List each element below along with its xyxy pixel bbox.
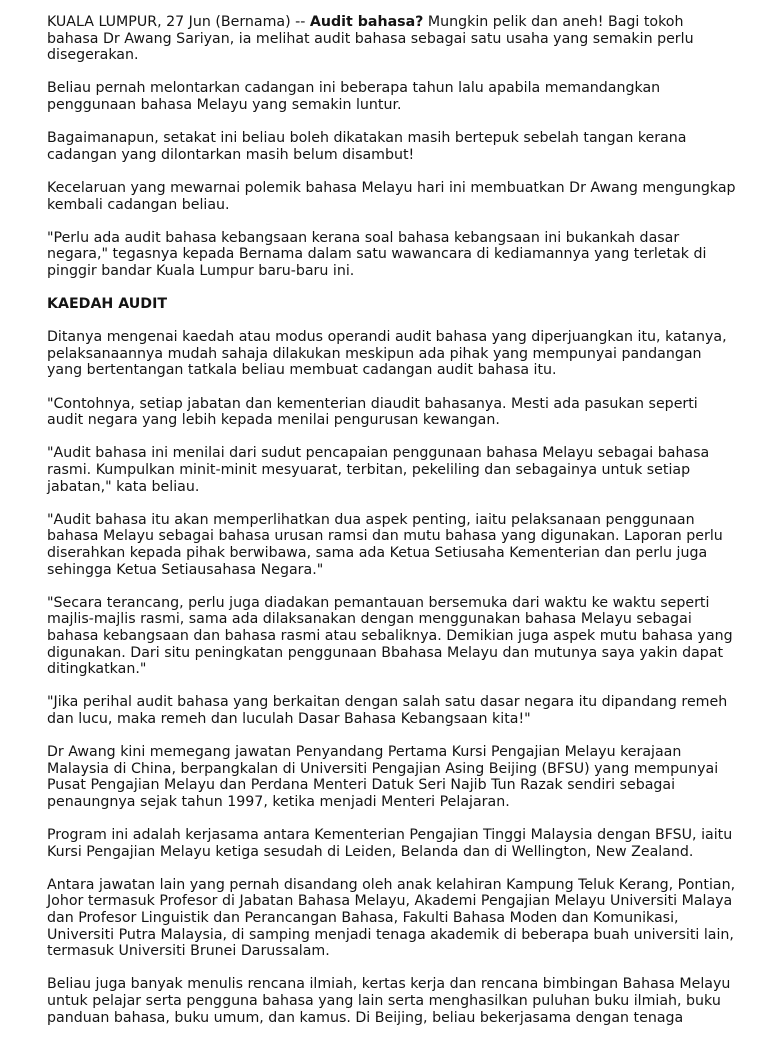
paragraph: Antara jawatan lain yang pernah disandang oleh anak kelahiran Kampung Teluk Kerang, Pontian, Johor termasuk Profesor di Jabatan Bahasa Melayu, Akademi Pengajian Melayu Universiti Malaya dan Profesor Linguistik dan Perancangan Bahasa, Fakulti Bahasa Moden dan Komunikasi, Universiti Putra Malaysia, di samping menjadi tenaga akademik di beberapa buah universiti lain, termasuk Universiti Brunei Darussalam. (47, 876, 736, 960)
paragraph: Bagaimanapun, setakat ini beliau boleh dikatakan masih bertepuk sebelah tangan kerana cadangan yang dilontarkan masih belum disambut! (47, 130, 687, 163)
paragraph: "Audit bahasa ini menilai dari sudut pencapaian penggunaan bahasa Melayu sebagai bahasa rasmi. Kumpulkan minit-minit mesyuarat, terbitan, pekeliling dan sebagainya untuk setiap jabatan," kata beliau. (47, 445, 710, 495)
paragraph: Ditanya mengenai kaedah atau modus operandi audit bahasa yang diperjuangkan itu, katanya, pelaksanaannya mudah sahaja dilakukan meskipun ada pihak yang mempunyai pandangan yang bertentangan tatkala beliau membuat cadangan audit bahasa itu. (47, 329, 727, 379)
intro-paragraph (47, 14, 737, 64)
paragraph: "Jika perihal audit bahasa yang berkaitan dengan salah satu dasar negara itu dipandang remeh dan lucu, maka remeh dan luculah Dasar Bahasa Kebangsaan kita!" (47, 694, 728, 727)
section-heading: KAEDAH AUDIT (47, 296, 168, 313)
dateline: KUALA LUMPUR, 27 Jun (Bernama) -- (47, 14, 310, 30)
paragraph: Kecelaruan yang mewarnai polemik bahasa Melayu hari ini membuatkan Dr Awang mengungkap kembali cadangan beliau. (47, 179, 736, 213)
paragraph: Dr Awang kini memegang jawatan Penyandang Pertama Kursi Pengajian Melayu kerajaan Malaysia di China, berpangkalan di Universiti Pengajian Asing Beijing (BFSU) yang mempunyai Pusat Pengajian Melayu dan Perdana Menteri Datuk Seri Najib Tun Razak sendiri sebagai penaungnya sejak tahun 1997, ketika menjadi Menteri Pelajaran. (47, 744, 719, 810)
paragraph: "Audit bahasa itu akan memperlihatkan dua aspek penting, iaitu pelaksanaan penggunaan bahasa Melayu sebagai bahasa urusan ramsi dan mutu bahasa yang digunakan. Laporan perlu diserahkan kepada pihak berwibawa, sama ada Ketua Setiusaha Kementerian dan perlu juga sehingga Ketua Setiausahasa Negara." (47, 511, 723, 578)
intro-text: Mungkin pelik dan aneh! Bagi tokoh bahasa Dr Awang Sariyan, ia melihat audit bahasa sebagai satu usaha yang semakin perlu disegerakan. (47, 14, 694, 64)
paragraph: Beliau juga banyak menulis rencana ilmiah, kertas kerja dan rencana bimbingan Bahasa Melayu untuk pelajar serta pengguna bahasa yang lain serta menghasilkan puluhan buku ilmiah, buku panduan bahasa, buku umum, dan kamus. Di Beijing, beliau bekerjasama dengan tenaga (47, 976, 731, 1026)
paragraph: "Perlu ada audit bahasa kebangsaan kerana soal bahasa kebangsaan ini bukankah dasar negara," tegasnya kepada Bernama dalam satu wawancara di kediamannya yang terletak di pinggir bandar Kuala Lumpur baru-baru ini. (47, 229, 707, 279)
paragraph: Program ini adalah kerjasama antara Kementerian Pengajian Tinggi Malaysia dengan BFSU, iaitu Kursi Pengajian Melayu ketiga sesudah di Leiden, Belanda dan di Wellington, New Zealand. (47, 827, 733, 860)
paragraph: "Contohnya, setiap jabatan dan kementerian diaudit bahasanya. Mesti ada pasukan seperti audit negara yang lebih kepada menilai pengurusan kewangan. (47, 395, 698, 429)
paragraph: "Secara terancang, perlu juga diadakan pemantauan bersemuka dari waktu ke waktu seperti majlis-majlis rasmi, sama ada dilaksanakan dengan menggunakan bahasa Melayu sebagai bahasa kebangsaan dan bahasa rasmi atau sebaliknya. Demikian juga aspek mutu bahasa yang digunakan. Dari situ peningkatan penggunaan Bbahasa Melayu dan mutunya saya yakin dapat ditingkatkan." (47, 594, 733, 678)
bold-lead: Audit bahasa? (309, 14, 424, 30)
article-body (47, 14, 737, 1043)
paragraph: Beliau pernah melontarkan cadangan ini beberapa tahun lalu apabila memandangkan penggunaan bahasa Melayu yang semakin luntur. (47, 80, 661, 113)
